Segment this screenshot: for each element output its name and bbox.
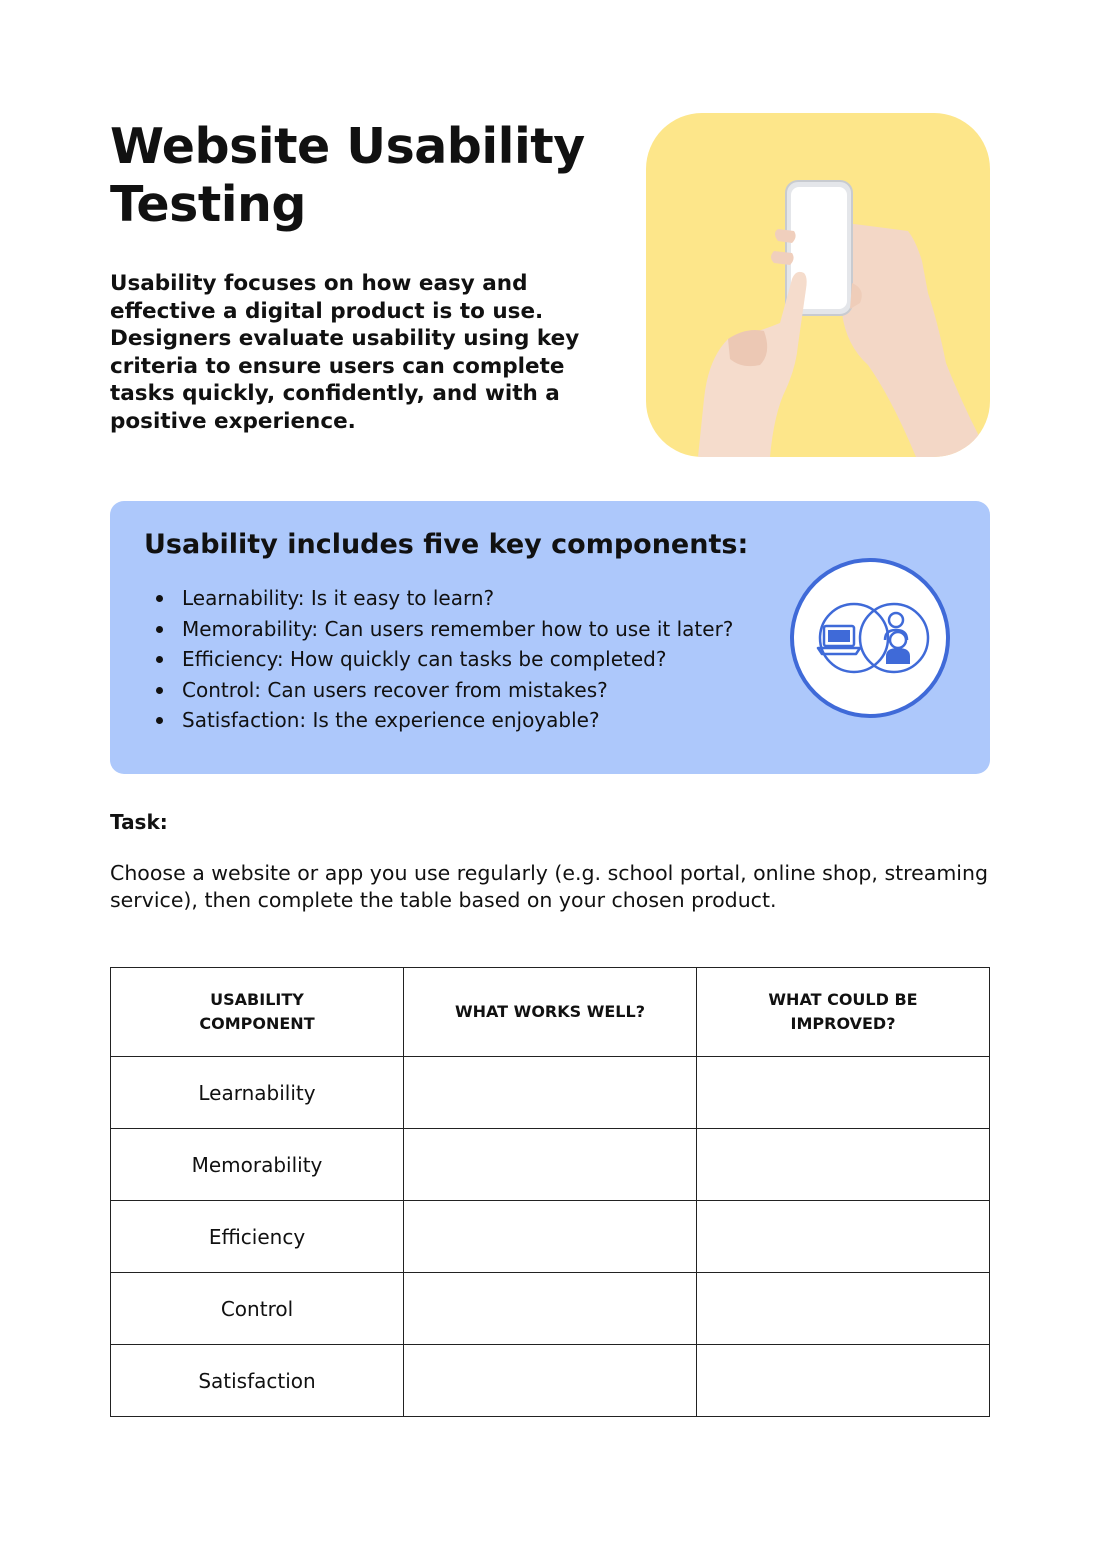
could-improve-cell[interactable] xyxy=(697,1057,990,1129)
task-instructions: Choose a website or app you use regularly (e.g. school portal, online shop, streaming service), then complete the table based on your chosen product. xyxy=(110,861,988,912)
components-title: Usability includes five key components: xyxy=(144,529,749,560)
component-cell: Satisfaction xyxy=(111,1345,404,1417)
works-well-cell[interactable] xyxy=(404,1273,697,1345)
user-computer-interaction-icon xyxy=(788,556,952,720)
list-item: Learnability: Is it easy to learn? xyxy=(144,583,733,614)
component-cell: Memorability xyxy=(111,1129,404,1201)
table-row xyxy=(111,1057,990,1129)
hero-image xyxy=(646,113,990,457)
table-row xyxy=(111,1129,990,1201)
column-header: WHAT WORKS WELL? xyxy=(404,968,697,1057)
could-improve-cell[interactable] xyxy=(697,1129,990,1201)
works-well-cell[interactable] xyxy=(404,1345,697,1417)
table-header-row xyxy=(111,968,990,1057)
component-cell: Control xyxy=(111,1273,404,1345)
works-well-cell[interactable] xyxy=(404,1201,697,1273)
table-row xyxy=(111,1273,990,1345)
bullet-icon xyxy=(156,626,163,633)
column-header: USABILITY COMPONENT xyxy=(111,968,404,1057)
component-cell: Learnability xyxy=(111,1057,404,1129)
list-item: Control: Can users recover from mistakes? xyxy=(144,675,733,706)
bullet-icon xyxy=(156,717,163,724)
bullet-icon xyxy=(156,656,163,663)
could-improve-cell[interactable] xyxy=(697,1201,990,1273)
hands-holding-smartphone-icon xyxy=(646,113,990,457)
list-item: Memorability: Can users remember how to use it later? xyxy=(144,614,733,645)
could-improve-cell[interactable] xyxy=(697,1273,990,1345)
component-cell: Efficiency xyxy=(111,1201,404,1273)
list-item: Efficiency: How quickly can tasks be completed? xyxy=(144,644,733,675)
table-row xyxy=(111,1201,990,1273)
works-well-cell[interactable] xyxy=(404,1129,697,1201)
intro-paragraph: Usability focuses on how easy and effective a digital product is to use. Designers evaluate usability using key criteria to ensure users can complete tasks quickly, confidently, and with a positive experience. xyxy=(110,271,580,434)
list-item: Satisfaction: Is the experience enjoyable? xyxy=(144,705,733,736)
works-well-cell[interactable] xyxy=(404,1057,697,1129)
bullet-icon xyxy=(156,687,163,694)
column-header: WHAT COULD BE IMPROVED? xyxy=(697,968,990,1057)
task-label: Task: xyxy=(110,810,168,834)
bullet-icon xyxy=(156,595,163,602)
components-panel xyxy=(110,501,990,774)
usability-table xyxy=(110,967,990,1417)
components-list xyxy=(144,583,733,736)
could-improve-cell[interactable] xyxy=(697,1345,990,1417)
table-row xyxy=(111,1345,990,1417)
page-title: Website Usability Testing xyxy=(110,118,585,233)
